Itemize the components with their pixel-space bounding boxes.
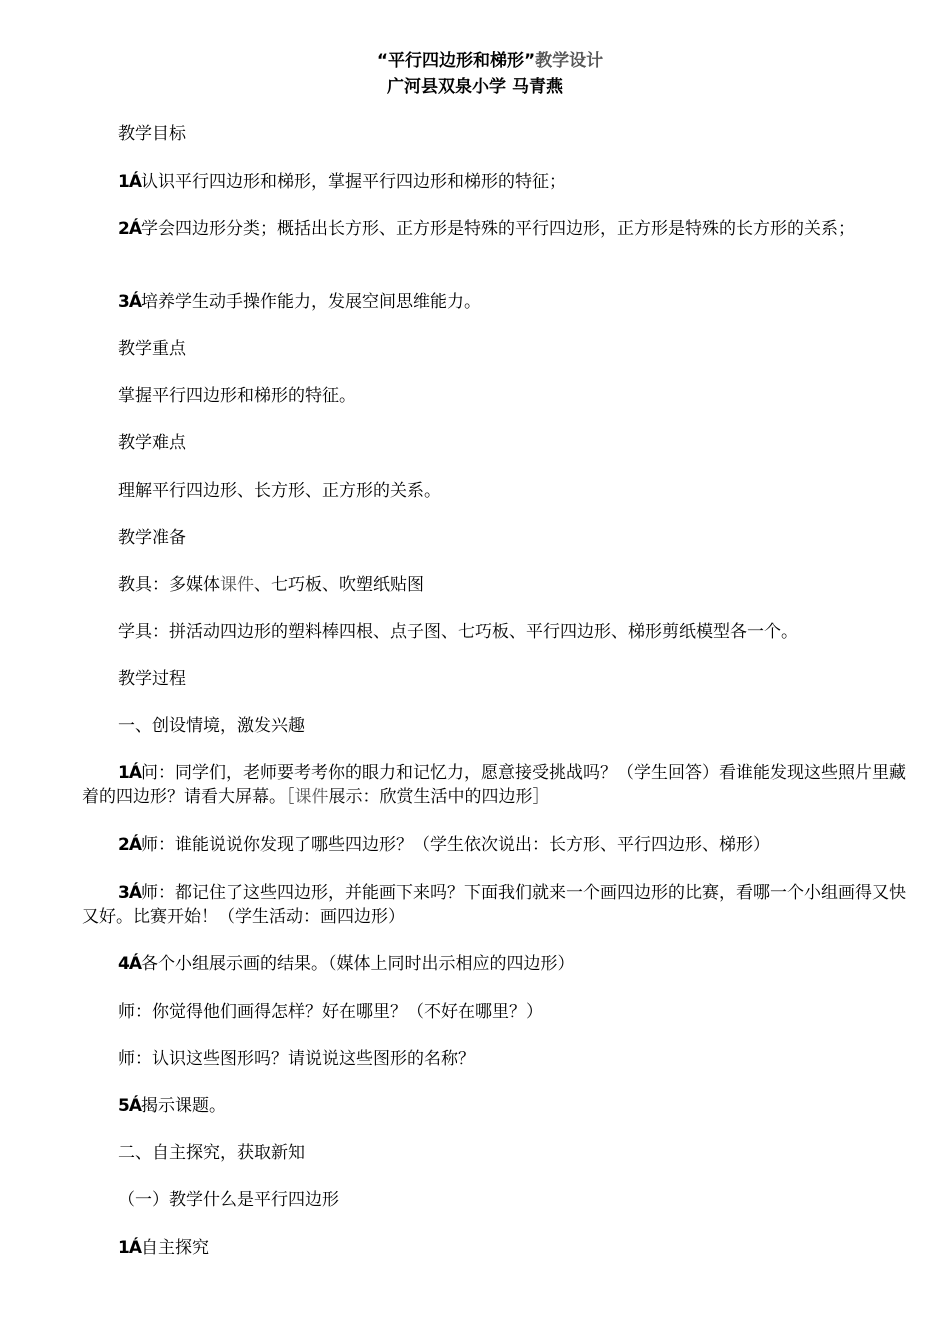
goal-1-number: 1Á [118, 172, 141, 192]
process-item-3 [82, 881, 908, 929]
subheading-parallelogram: （一）教学什么是平行四边形 [118, 1190, 339, 1210]
teacher-tools-courseware: 课件 [220, 575, 254, 595]
process-item-1-text-c: 展示：欣赏生活中的四边形］ [328, 787, 550, 807]
difficulties-text: 理解平行四边形、长方形、正方形的关系。 [118, 481, 441, 501]
process-item-3-text: 师：都记住了这些四边形，并能画下来吗？下面我们就来一个画四边形的比赛，看哪一个小组画得又快又好。比赛开始！（学生活动：画四边形） [82, 883, 906, 927]
heading-preparation: 教学准备 [118, 528, 186, 548]
goal-1 [118, 170, 566, 194]
title-suffix: 教学设计 [535, 51, 604, 71]
goal-3-text: 培养学生动手操作能力，发展空间思维能力。 [141, 292, 481, 312]
title-line [0, 48, 950, 74]
goal-2-text: 学会四边形分类；概括出长方形、正方形是特殊的平行四边形，正方形是特殊的长方形的关系； [141, 219, 855, 239]
process-item-3-number: 3Á [118, 883, 141, 903]
author-line: 广河县双泉小学 马青燕 [387, 77, 563, 97]
process-item-5-number: 5Á [118, 1096, 141, 1116]
process-item-2-number: 2Á [118, 835, 141, 855]
key-points-text: 掌握平行四边形和梯形的特征。 [118, 386, 356, 406]
teacher-tools-rest: 、七巧板、吹塑纸贴图 [254, 575, 424, 595]
process-item-5 [118, 1094, 226, 1118]
process-item-5-text: 揭示课题。 [141, 1096, 226, 1116]
sub-item-1-number: 1Á [118, 1238, 141, 1258]
heading-process: 教学过程 [118, 669, 186, 689]
sub-item-1-text: 自主探究 [141, 1238, 209, 1258]
goal-2-number: 2Á [118, 219, 141, 239]
heading-key-points: 教学重点 [118, 339, 186, 359]
heading-difficulties: 教学难点 [118, 433, 186, 453]
process-item-2 [118, 833, 770, 857]
process-item-4-text: 各个小组展示画的结果。（媒体上同时出示相应的四边形） [141, 954, 575, 974]
student-tools: 学具：拼活动四边形的塑料棒四根、点子图、七巧板、平行四边形、梯形剪纸模型各一个。 [118, 622, 798, 642]
process-item-4-number: 4Á [118, 954, 141, 974]
process-item-2-text: 师：谁能说说你发现了哪些四边形？（学生依次说出：长方形、平行四边形、梯形） [141, 835, 770, 855]
process-question-1: 师：你觉得他们画得怎样？好在哪里？（不好在哪里？） [118, 1002, 543, 1022]
title-main: “平行四边形和梯形” [376, 51, 536, 71]
teacher-tools-label: 教具：多媒体 [118, 575, 220, 595]
goal-1-text: 认识平行四边形和梯形，掌握平行四边形和梯形的特征； [141, 172, 566, 192]
goal-3-number: 3Á [118, 292, 141, 312]
document-title [0, 48, 950, 100]
process-item-1-number: 1Á [118, 763, 141, 783]
teacher-tools [118, 573, 424, 597]
goal-2 [82, 217, 908, 241]
process-item-1 [82, 761, 908, 809]
heading-goals: 教学目标 [118, 124, 186, 144]
process-item-4 [118, 952, 575, 976]
sub-item-1 [118, 1236, 209, 1260]
heading-part-2: 二、自主探究，获取新知 [118, 1143, 305, 1163]
process-item-1-courseware: 课件 [294, 787, 329, 807]
process-question-2: 师：认识这些图形吗？请说说这些图形的名称？ [118, 1049, 475, 1069]
heading-part-1: 一、创设情境，激发兴趣 [118, 716, 305, 736]
goal-3 [118, 290, 481, 314]
process-item-1-text-a: 问：同学们，老师要考考你的眼力和记忆力，愿意接受挑战吗？（学生回答）看谁能发现这些照片里藏着的四边形？请看大屏幕。［ [82, 763, 906, 807]
